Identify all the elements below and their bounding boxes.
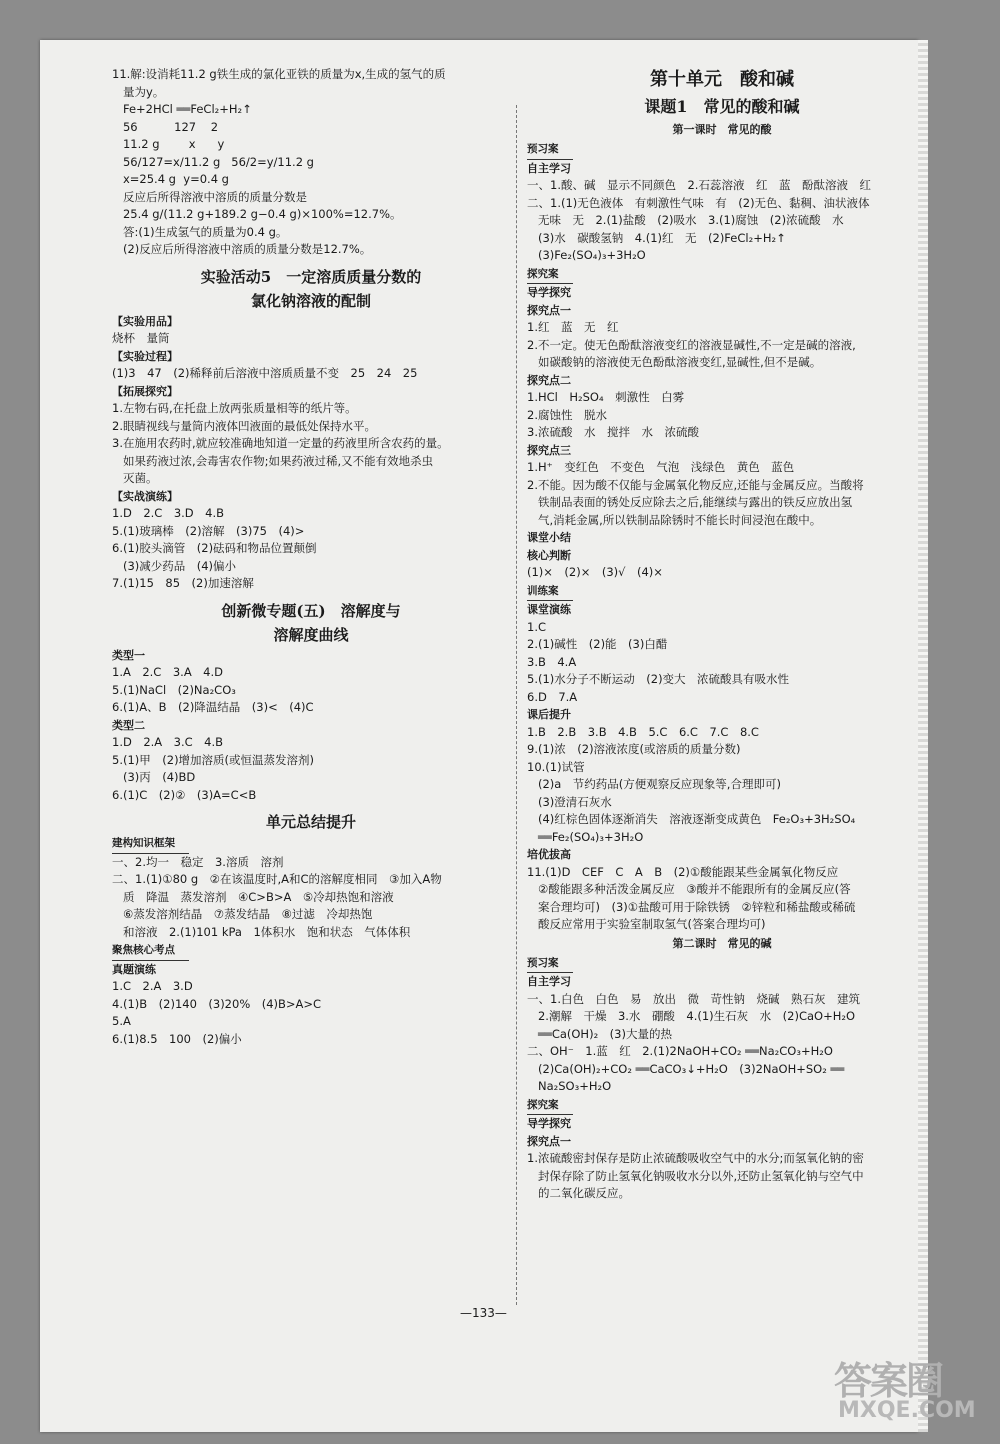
text-line: Na₂SO₃+H₂O [527,1079,612,1093]
text-line: 如碳酸钠的溶液使无色酚酞溶液变红,显碱性,但不是碱。 [527,355,822,369]
text-line: 案合理均可) (3)①盐酸可用于除铁锈 ②锌粒和稀盐酸或稀硫 [527,899,856,914]
watermark-text: 答案圈 [834,1359,943,1403]
practice-heading: 【实战演练】 [112,489,178,503]
watermark-logo [820,1350,990,1434]
text-line: 气,消耗金属,所以铁制品除锈时不能长时间浸泡在酸中。 [527,512,822,527]
text-line: 56/127=x/11.2 g 56/2=y/11.2 g [112,154,314,169]
text-line: ⑥蒸发溶剂结晶 ⑦蒸发结晶 ⑧过滤 冷却热饱 [112,907,373,921]
text-line: 答:(1)生成氢气的质量为0.4 g。 [112,224,288,239]
real-exam-list [112,978,510,1048]
point2-heading: 探究点二 [527,373,571,387]
materials-text: 烧杯 量筒 [112,331,170,345]
extension-heading: 【拓展探究】 [112,384,178,398]
text-line: 1.H⁺ 变红色 不变色 气泡 浅绿色 黄色 蓝色 [527,460,795,474]
text-line: 11.(1)D CEF C A B (2)①酸能跟某些金属氧化物反应 [527,864,839,879]
self-study-list-2 [527,991,917,1096]
text-line: 25.4 g/(11.2 g+189.2 g−0.4 g)×100%=12.7%。 [112,207,402,221]
core-judge-heading: 核心判断 [527,548,571,562]
text-line: 6.(1)8.5 100 (2)偏小 [112,1031,242,1046]
guide-heading: 导学探究 [527,286,571,299]
practice-list [112,505,510,593]
lesson2-point1-heading: 探究点一 [527,1134,571,1148]
right-column [527,66,917,1203]
text-line: 1.HCl H₂SO₄ 刺激性 白雾 [527,390,685,404]
class-practice-list [527,619,917,707]
text-line: 1.D 2.C 3.D 4.B [112,506,225,520]
text-line: 10.(1)试管 [527,759,585,774]
experiment-title-line1: 实验活动5 一定溶质质量分数的 [200,267,422,286]
text-line: 二、1.(1)①80 g ②在该温度时,A和C的溶解度相同 ③加入A物 [112,872,442,886]
column-divider [516,105,518,1305]
unit-title: 第十单元 酸和碱 [650,69,794,90]
lesson1-title: 第一课时 常见的酸 [672,123,772,136]
type1-heading: 类型一 [112,648,145,662]
text-line: Fe+2HCl ══FeCl₂+H₂↑ [112,102,252,116]
text-line: 1.红 蓝 无 红 [527,320,619,334]
text-line: 一、1.酸、碱 显示不同颜色 2.石蕊溶液 红 蓝 酚酞溶液 红 [527,178,871,192]
text-line: (3)Fe₂(SO₄)₃+3H₂O [527,248,646,262]
text-line: 无味 无 2.(1)盐酸 (2)吸水 3.(1)腐蚀 (2)浓硫酸 水 [527,213,844,227]
unit-summary-title: 单元总结提升 [265,813,356,831]
text-line: 1.C [527,619,547,634]
text-line: 2.眼睛视线与量筒内液体凹液面的最低处保持水平。 [112,418,376,433]
text-line: 2.不能。因为酸不仅能与金属氧化物反应,还能与金属反应。当酸将 [527,477,864,492]
text-line: 二、OH⁻ 1.蓝 红 2.(1)2NaOH+CO₂ ══Na₂CO₃+H₂O [527,1044,833,1058]
text-line: ②酸能跟多种活泼金属反应 ③酸并不能跟所有的金属反应(答 [527,882,851,896]
materials-heading: 【实验用品】 [112,314,178,328]
text-line: x=25.4 g y=0.4 g [112,172,229,186]
text-line: 1.C 2.A 3.D [112,979,193,993]
text-line: (3)减少药品 (4)偏小 [112,558,237,573]
text-line: 5.(1)水分子不断运动 (2)变大 浓硫酸具有吸水性 [527,672,790,686]
text-line: 11.2 g x y [112,137,225,151]
text-line: 6.(1)C (2)② (3)A=C<B [112,787,257,802]
experiment-title-line2: 氯化钠溶液的配制 [250,291,371,310]
training-tag: 训练案 [527,583,573,602]
lesson2-title: 第二课时 常见的碱 [672,936,772,950]
answer-11 [112,66,510,259]
lesson2-point1-list [527,1150,917,1203]
text-line: 1.A 2.C 3.A 4.D [112,665,224,679]
text-line: 和溶液 2.(1)101 kPa 1体积水 饱和状态 气体体积 [112,924,411,939]
topic-title: 课题1 常见的酸和碱 [644,97,800,116]
text-line: ══Fe₂(SO₄)₃+3H₂O [527,829,644,844]
point1-heading: 探究点一 [527,303,571,317]
text-line: 56 127 2 [112,119,219,134]
type2-list [112,734,510,804]
explore-tag: 探究案 [527,266,573,285]
text-line: (3)丙 (4)BD [112,770,196,784]
text-line: 反应后所得溶液中溶质的质量分数是 [112,189,307,204]
text-line: (3)澄清石灰水 [527,794,612,809]
text-line: 6.(1)胶头滴管 (2)砝码和物品位置颠倒 [112,541,317,555]
text-line: 1.左物右码,在托盘上放两张质量相等的纸片等。 [112,401,357,415]
text-line: 5.A [112,1014,131,1028]
text-line: (2)Ca(OH)₂+CO₂ ══CaCO₃↓+H₂O (3)2NaOH+SO₂ ══ [527,1061,845,1076]
point3-list [527,459,917,529]
class-practice-heading: 课堂演练 [527,603,571,616]
text-line: 4.(1)B (2)140 (3)20% (4)B>A>C [112,996,322,1011]
after-class-heading: 课后提升 [527,708,571,721]
text-line: 1.B 2.B 3.B 4.B 5.C 6.C 7.C 8.C [527,724,759,739]
text-line: ══Ca(OH)₂ (3)大量的热 [527,1026,672,1041]
type2-heading: 类型二 [112,718,145,732]
text-line: 11.解:设消耗11.2 g铁生成的氯化亚铁的质量为x,生成的氢气的质 [112,67,446,81]
process-text: (1)3 47 (2)稀释前后溶液中溶质质量不变 25 24 25 [112,366,418,380]
text-line: 3.在施用农药时,就应较准确地知道一定量的药液里所含农药的量。 [112,436,449,450]
page-number: —133— [460,1306,507,1320]
text-line: 1.浓硫酸密封保存是防止浓硫酸吸收空气中的水分;而氢氧化钠的密 [527,1151,864,1165]
build-framework-list [112,854,510,942]
page-torn-edge [918,40,928,1432]
process-heading: 【实验过程】 [112,349,178,363]
text-line: 如果药液过浓,会毒害农作物;如果药液过稀,又不能有效地杀虫 [112,453,434,468]
self-study-heading-2: 自主学习 [527,975,571,988]
real-exam-heading: 真题演练 [112,962,156,976]
text-line: 一、2.均一 稳定 3.溶质 溶剂 [112,854,284,869]
build-framework-tag: 建构知识框架 [112,835,189,854]
text-line: 6.D 7.A [527,689,578,704]
excel-list [527,864,917,934]
preview-tag: 预习案 [527,141,573,160]
text-line: (2)反应后所得溶液中溶质的质量分数是12.7%。 [112,242,372,256]
text-line: 二、1.(1)无色液体 有刺激性气味 有 (2)无色、黏稠、油状液体 [527,195,870,210]
extension-list [112,400,510,488]
special-topic-title-line2: 溶解度曲线 [273,625,349,644]
text-line: 5.(1)NaCl (2)Na₂CO₃ [112,682,236,697]
after-class-list [527,724,917,847]
left-column [112,66,510,1048]
special-topic-title-line1: 创新微专题(五) 溶解度与 [221,601,401,620]
text-line: 6.(1)A、B (2)降温结晶 (3)< (4)C [112,700,314,714]
text-line: 5.(1)甲 (2)增加溶质(或恒温蒸发溶剂) [112,752,315,767]
text-line: 9.(1)浓 (2)溶液浓度(或溶质的质量分数) [527,742,741,756]
guide-heading-2: 导学探究 [527,1117,571,1130]
text-line: 5.(1)玻璃棒 (2)溶解 (3)75 (4)> [112,523,305,538]
text-line: 2.潮解 干燥 3.水 硼酸 4.(1)生石灰 水 (2)CaO+H₂O [527,1009,856,1023]
type1-list [112,664,510,717]
text-line: (3)水 碳酸氢钠 4.(1)红 无 (2)FeCl₂+H₂↑ [527,230,786,245]
text-line: 铁制品表面的锈处反应除去之后,能继续与露出的铁反应放出氢 [527,495,853,509]
text-line: (4)红棕色固体逐渐消失 溶液逐渐变成黄色 Fe₂O₃+3H₂SO₄ [527,812,856,826]
text-line: 3.浓硫酸 水 搅拌 水 浓硫酸 [527,425,699,439]
preview-tag-2: 预习案 [527,955,573,974]
class-summary-heading: 课堂小结 [527,531,571,544]
self-study-heading: 自主学习 [527,161,571,175]
text-line: 2.(1)碱性 (2)能 (3)白醋 [527,637,668,651]
point2-list [527,389,917,442]
text-line: 量为y。 [112,84,165,99]
text-line: 封保存除了防止氢氧化钠吸收水分以外,还防止氢氧化钠与空气中 [527,1168,864,1183]
text-line: 2.腐蚀性 脱水 [527,407,607,422]
point3-heading: 探究点三 [527,443,571,457]
text-line: 3.B 4.A [527,654,577,669]
focus-points-tag: 聚焦核心考点 [112,942,189,961]
excel-heading: 培优拔高 [527,848,571,861]
text-line: 质 降温 蒸发溶剂 ④C>B>A ⑤冷却热饱和溶液 [112,889,394,904]
point1-list [527,319,917,372]
explore-tag-2: 探究案 [527,1097,573,1116]
text-line: 2.不一定。使无色酚酞溶液变红的溶液显碱性,不一定是碱的溶液, [527,337,856,352]
self-study-list [527,177,917,265]
text-line: 的二氧化碳反应。 [527,1186,630,1200]
text-line: 一、1.白色 白色 易 放出 微 苛性钠 烧碱 熟石灰 建筑 [527,991,860,1006]
watermark-url: MXQE.COM [838,1398,976,1423]
text-line: (2)a 节约药品(方便观察反应现象等,合理即可) [527,777,781,791]
text-line: 1.D 2.A 3.C 4.B [112,735,224,749]
text-line: 灭菌。 [112,471,158,485]
core-judge-text: (1)× (2)× (3)√ (4)× [527,565,663,579]
text-line: 7.(1)15 85 (2)加速溶解 [112,576,254,590]
text-line: 酸反应常用于实验室制取氢气(答案合理均可) [527,917,766,931]
